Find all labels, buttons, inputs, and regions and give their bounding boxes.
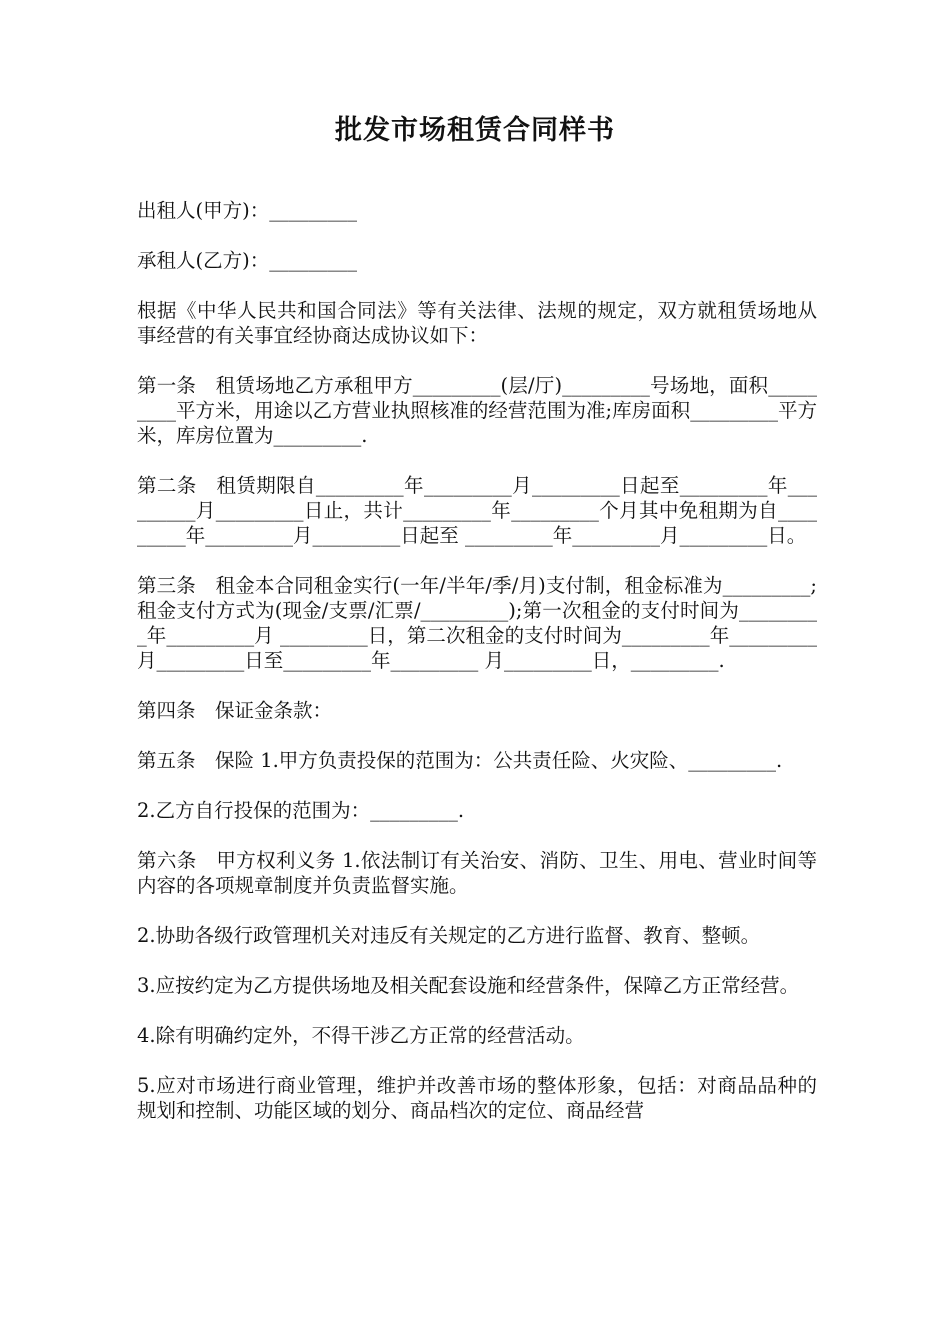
- article-6-item-5: 5.应对市场进行商业管理，维护并改善市场的整体形象，包括：对商品品种的规划和控制、功能区域的划分、商品档次的定位、商品经营: [137, 1074, 817, 1122]
- preamble-paragraph: 根据《中华人民共和国合同法》等有关法律、法规的规定，双方就租赁场地从事经营的有关事宜经协商达成协议如下：: [137, 299, 817, 347]
- article-6-paragraph: 第六条 甲方权利义务 1.依法制订有关治安、消防、卫生、用电、营业时间等内容的各项规章制度并负责监督实施。: [137, 849, 817, 897]
- article-3-paragraph: 第三条 租金本合同租金实行(一年/半年/季/月)支付制，租金标准为_________;租金支付方式为(现金/支票/汇票/_________);第一次租金的支付时间为_________年_________月 _________日，第二次租金的支付时间为_________年_________月_________日至_________年_________ 月_________日，_________.: [137, 574, 817, 672]
- article-5-item-2: 2.乙方自行投保的范围为：_________.: [137, 799, 465, 822]
- article-6-item-4: 4.除有明确约定外，不得干涉乙方正常的经营活动。: [137, 1024, 585, 1047]
- article-4-paragraph: 第四条 保证金条款：: [137, 699, 333, 722]
- lessee-line: 承租人(乙方)：_________: [137, 249, 357, 272]
- contract-body: [137, 198, 817, 1148]
- article-6-item-3: 3.应按约定为乙方提供场地及相关配套设施和经营条件，保障乙方正常经营。: [137, 974, 800, 997]
- lessor-line: 出租人(甲方)：_________: [137, 199, 357, 222]
- article-5-paragraph: 第五条 保险 1.甲方负责投保的范围为：公共责任险、火灾险、_________.: [137, 749, 783, 772]
- article-2-paragraph: 第二条 租赁期限自_________年_________月_________日起至_________年_________月_________日止，共计_________年_________个月其中免租期为自_________年_________月_________日起至 _________年_________月_________日。: [137, 474, 817, 547]
- article-6-item-2: 2.协助各级行政管理机关对违反有关规定的乙方进行监督、教育、整顿。: [137, 924, 761, 947]
- article-1-paragraph: 第一条 租赁场地乙方承租甲方_________(层/厅)_________号场地，面积_________平方米，用途以乙方营业执照核准的经营范围为准;库房面积_________平方米，库房位置为_________.: [137, 374, 817, 447]
- document-title: 批发市场租赁合同样书: [335, 115, 615, 146]
